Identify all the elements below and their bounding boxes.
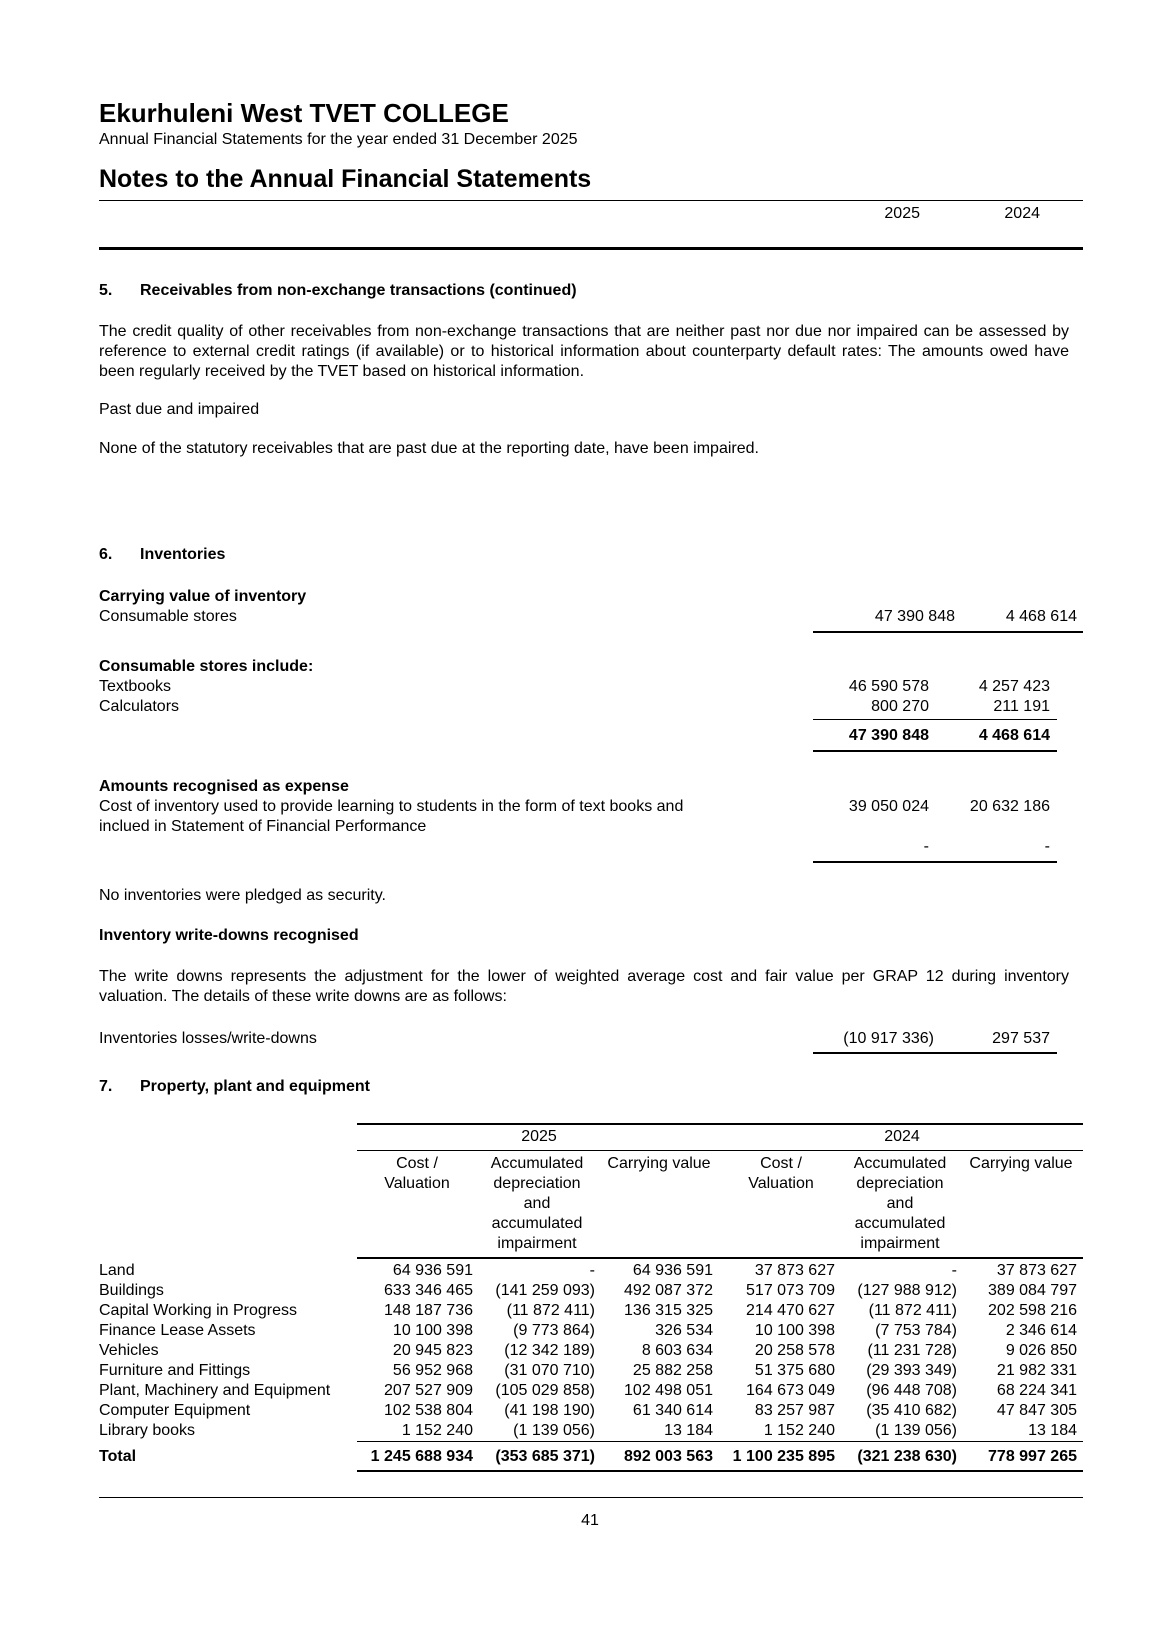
note5-none-impaired: None of the statutory receivables that are past due at the reporting date, have been impaired. [99,440,759,457]
ppe-row-label: Library books [99,1422,196,1439]
ppe-total-rule [357,1470,1083,1472]
subtotal-rule [813,719,1057,720]
calculators-label: Calculators [99,698,180,715]
ppe-year-2025: 2025 [521,1128,557,1145]
textbooks-2025: 46 590 578 [848,678,929,695]
ppe-row-label: Buildings [99,1282,164,1299]
ppe-total-row-cell: 892 003 563 [624,1448,713,1465]
ppe-year-rule [357,1150,1083,1151]
ppe-row-cell: 68 224 341 [996,1382,1077,1399]
losses-2025: (10 917 336) [843,1030,934,1047]
ppe-row-cell: 13 184 [1028,1422,1077,1439]
header-thick-rule [99,247,1083,250]
note6-number: 6. [99,546,113,563]
ppe-row-cell: 1 152 240 [763,1422,835,1439]
note5-past-due-label: Past due and impaired [99,401,260,418]
ppe-row-cell: 56 952 968 [392,1362,473,1379]
ppe-row-cell: (127 988 912) [857,1282,957,1299]
expense-dash-2025: - [923,838,929,855]
ppe-col-accum-2024: Accumulated depreciation and accumulated impairment [853,1155,947,1252]
ppe-row-cell: (11 872 411) [868,1302,957,1319]
ppe-row-label: Capital Working in Progress [99,1302,298,1319]
ppe-row-cell: (12 342 189) [504,1342,595,1359]
ppe-col-carry-2025: Carrying value [607,1155,711,1172]
ppe-row-label: Computer Equipment [99,1402,251,1419]
expense-heading: Amounts recognised as expense [99,778,349,795]
consumable-2024: 4 468 614 [1005,608,1077,625]
ppe-total-row-cell: 1 100 235 895 [732,1448,835,1465]
ppe-row-cell: 633 346 465 [384,1282,473,1299]
consumable-include-heading: Consumable stores include: [99,658,314,675]
ppe-row-label: Land [99,1262,135,1279]
ppe-row-cell: 389 084 797 [988,1282,1077,1299]
ppe-total-row-cell: (321 238 630) [857,1448,957,1465]
ppe-row-cell: 102 498 051 [624,1382,713,1399]
ppe-row-cell: (7 753 784) [875,1322,957,1339]
expense-rule [813,861,1057,863]
ppe-row-cell: 83 257 987 [754,1402,835,1419]
ppe-row-label: Plant, Machinery and Equipment [99,1382,331,1399]
ppe-row-cell: 202 598 216 [988,1302,1077,1319]
ppe-row-cell: (31 070 710) [504,1362,595,1379]
expense-2024: 20 632 186 [969,798,1050,815]
inventory-total-2025: 47 390 848 [848,727,929,744]
note7-number: 7. [99,1078,113,1095]
ppe-row-label: Furniture and Fittings [99,1362,251,1379]
ppe-row-cell: 214 470 627 [746,1302,835,1319]
ppe-total-row-cell: 1 245 688 934 [370,1448,473,1465]
ppe-row-cell: (35 410 682) [866,1402,957,1419]
note6-heading: Inventories [140,546,226,563]
note7-heading: Property, plant and equipment [140,1078,370,1095]
ppe-row-cell: 47 847 305 [996,1402,1077,1419]
ppe-row-cell: 37 873 627 [996,1262,1077,1279]
page-number: 41 [581,1512,599,1529]
ppe-row-cell: 492 087 372 [624,1282,713,1299]
document-subtitle: Annual Financial Statements for the year ended 31 December 2025 [99,131,578,148]
writedown-paragraph: The write downs represents the adjustment for the lower of weighted average cost and fair value per GRAP 12 during inventory valuation. The details of these write downs are as follows: [99,968,1069,1005]
losses-label: Inventories losses/write-downs [99,1030,317,1047]
ppe-row-cell: 64 936 591 [392,1262,473,1279]
expense-2025: 39 050 024 [848,798,929,815]
ppe-row-label: Finance Lease Assets [99,1322,256,1339]
ppe-row-cell: 20 258 578 [754,1342,835,1359]
ppe-row-cell: 517 073 709 [746,1282,835,1299]
ppe-subtotal-rule [357,1441,1083,1442]
consumable-rule [813,631,1083,633]
ppe-row-label: Vehicles [99,1342,159,1359]
note5-number: 5. [99,282,113,299]
ppe-col-carry-2024: Carrying value [969,1155,1073,1172]
note5-paragraph: The credit quality of other receivables from non-exchange transactions that are neither past nor due nor impaired can be assessed by reference to external credit ratings (if available) or to historical information about counterparty default rates: The amounts owed have been regularly received by the TVET based on historical information. [99,323,1069,380]
ppe-row-cell: 164 673 049 [746,1382,835,1399]
ppe-row-cell: 136 315 325 [624,1302,713,1319]
losses-rule [813,1052,1057,1054]
inventory-total-rule [813,750,1057,752]
ppe-row-cell: 10 100 398 [754,1322,835,1339]
ppe-top-rule [357,1123,1083,1125]
header-year-2024: 2024 [1004,205,1040,222]
ppe-row-cell: (1 139 056) [875,1422,957,1439]
ppe-row-cell: 25 882 258 [632,1362,713,1379]
losses-2024: 297 537 [992,1030,1050,1047]
ppe-row-cell: (105 029 858) [495,1382,595,1399]
expense-label-line2: inclued in Statement of Financial Performance [99,818,427,835]
ppe-row-cell: (29 393 349) [866,1362,957,1379]
calculators-2025: 800 270 [871,698,929,715]
header-year-2025: 2025 [884,205,920,222]
textbooks-2024: 4 257 423 [978,678,1050,695]
header-rule [99,200,1083,201]
expense-label-line1: Cost of inventory used to provide learning to students in the form of text books and [99,798,684,815]
consumable-2025: 47 390 848 [874,608,955,625]
section-title: Notes to the Annual Financial Statements [99,165,592,193]
consumable-stores-label: Consumable stores [99,608,237,625]
ppe-row-cell: 102 538 804 [384,1402,473,1419]
ppe-total-row-cell: 778 997 265 [988,1448,1077,1465]
ppe-row-cell: 148 187 736 [384,1302,473,1319]
ppe-col-cost-2025: Cost / Valuation [384,1155,450,1192]
ppe-row-cell: 21 982 331 [996,1362,1077,1379]
ppe-row-cell: (1 139 056) [513,1422,595,1439]
ppe-col-accum-2025: Accumulated depreciation and accumulated impairment [490,1155,584,1252]
textbooks-label: Textbooks [99,678,172,695]
ppe-row-cell: 326 534 [655,1322,713,1339]
document-title: Ekurhuleni West TVET COLLEGE [99,98,509,128]
ppe-total-row-label: Total [99,1448,137,1465]
ppe-col-cost-2024: Cost / Valuation [748,1155,814,1192]
ppe-row-cell: 20 945 823 [392,1342,473,1359]
footer-rule [99,1497,1083,1498]
pledged-statement: No inventories were pledged as security. [99,887,386,904]
ppe-row-cell: (96 448 708) [866,1382,957,1399]
ppe-year-2024: 2024 [884,1128,920,1145]
ppe-row-cell: 1 152 240 [401,1422,473,1439]
carrying-value-heading: Carrying value of inventory [99,588,307,605]
ppe-row-cell: - [951,1262,957,1279]
note5-heading: Receivables from non-exchange transactions (continued) [140,282,577,299]
ppe-row-cell: (11 231 728) [867,1342,957,1359]
ppe-row-cell: 37 873 627 [754,1262,835,1279]
ppe-row-cell: 9 026 850 [1005,1342,1077,1359]
ppe-row-cell: (9 773 864) [513,1322,595,1339]
ppe-row-cell: 13 184 [664,1422,713,1439]
ppe-row-cell: 207 527 909 [384,1382,473,1399]
ppe-row-cell: 8 603 634 [641,1342,713,1359]
ppe-row-cell: 61 340 614 [632,1402,713,1419]
ppe-row-cell: (141 259 093) [495,1282,595,1299]
ppe-row-cell: 64 936 591 [632,1262,713,1279]
expense-dash-2024: - [1044,838,1050,855]
ppe-row-cell: 2 346 614 [1005,1322,1077,1339]
ppe-total-row-cell: (353 685 371) [495,1448,595,1465]
ppe-row-cell: - [589,1262,595,1279]
ppe-row-cell: 10 100 398 [392,1322,473,1339]
ppe-row-cell: (41 198 190) [504,1402,595,1419]
inventory-total-2024: 4 468 614 [978,727,1050,744]
ppe-row-cell: 51 375 680 [754,1362,835,1379]
writedown-heading: Inventory write-downs recognised [99,927,359,944]
ppe-row-cell: (11 872 411) [506,1302,595,1319]
ppe-header-rule [357,1257,1083,1259]
calculators-2024: 211 191 [993,698,1050,715]
